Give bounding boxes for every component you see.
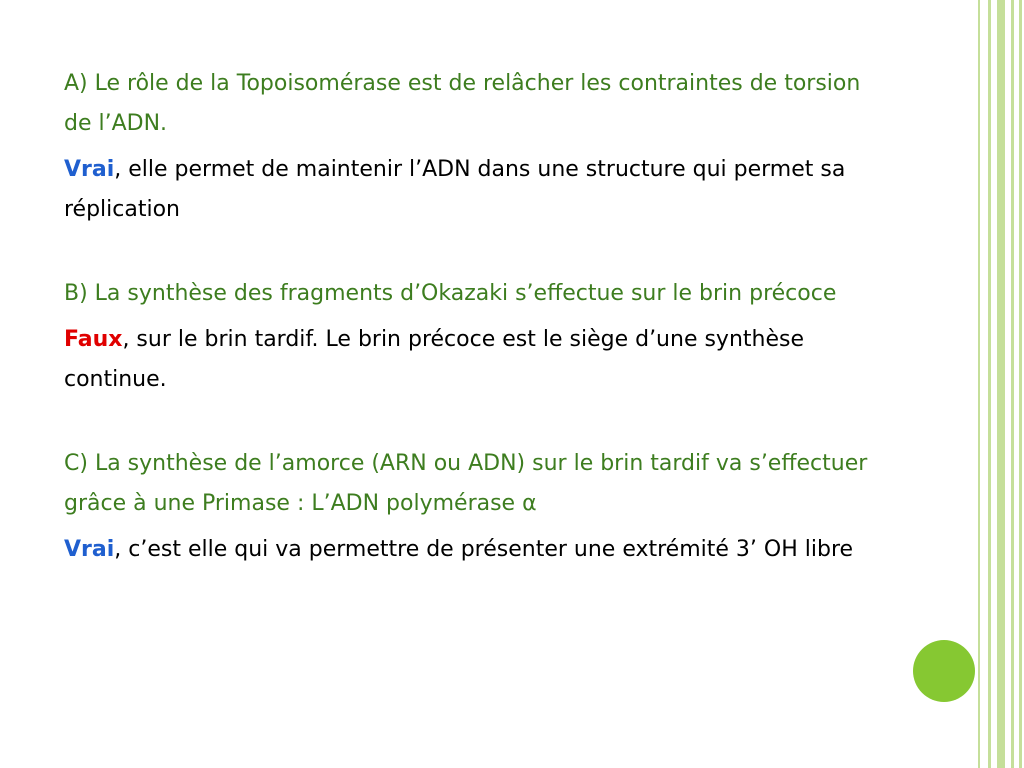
verdict-c: Vrai [64, 537, 115, 562]
border-stripe [1011, 0, 1014, 768]
border-stripe [988, 0, 991, 768]
decorative-circle [913, 640, 975, 702]
spacer [64, 230, 894, 274]
spacer [64, 400, 894, 444]
border-stripe [1019, 0, 1022, 768]
decorative-border-stripes [978, 0, 1024, 768]
answer-b [64, 320, 894, 400]
answer-c [64, 530, 894, 570]
explanation-b: , sur le brin tardif. Le brin précoce est le siège d’une synthèse continue. [64, 327, 804, 392]
verdict-a: Vrai [64, 157, 115, 182]
answer-a [64, 150, 894, 230]
border-stripe [997, 0, 1005, 768]
question-c: C) La synthèse de l’amorce (ARN ou ADN) sur le brin tardif va s’effectuer grâce à une Primase : L’ADN polymérase α [64, 451, 868, 516]
question-b: B) La synthèse des fragments d’Okazaki s’effectue sur le brin précoce [64, 281, 837, 306]
verdict-b: Faux [64, 327, 123, 352]
question-a: A) Le rôle de la Topoisomérase est de relâcher les contraintes de torsion de l’ADN. [64, 71, 861, 136]
explanation-c: , c’est elle qui va permettre de présenter une extrémité 3’ OH libre [114, 537, 854, 562]
slide-content [64, 64, 894, 570]
explanation-a: , elle permet de maintenir l’ADN dans une structure qui permet sa réplication [64, 157, 846, 222]
border-stripe [978, 0, 980, 768]
